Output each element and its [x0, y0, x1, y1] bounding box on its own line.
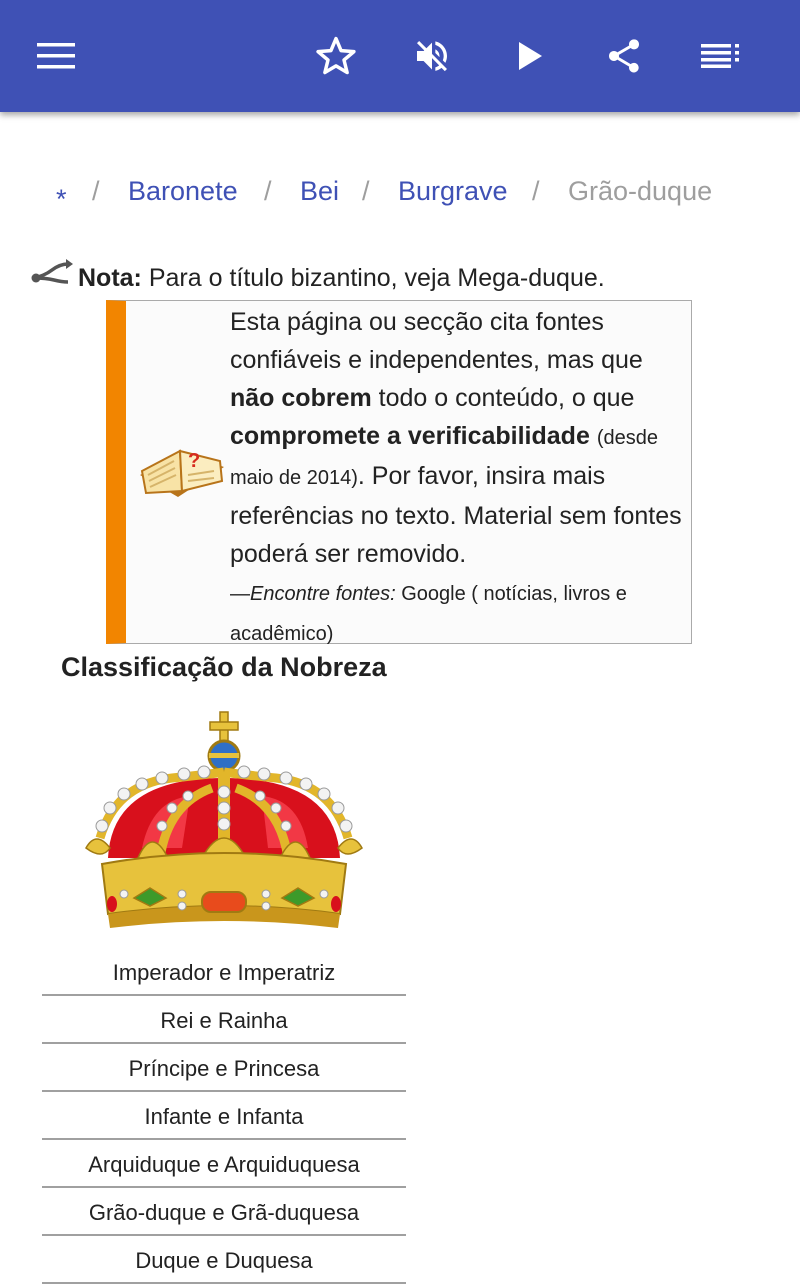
- star-outline-icon: [315, 36, 357, 76]
- breadcrumb-item-star[interactable]: *: [56, 184, 67, 214]
- breadcrumb-current: Grão-duque: [568, 176, 713, 206]
- rank-item-imperador[interactable]: Imperador e Imperatriz: [42, 948, 406, 996]
- rank-item-duque[interactable]: Duque e Duquesa: [42, 1236, 406, 1284]
- note-text[interactable]: Para o título bizantino, veja Mega-duque.: [148, 264, 605, 292]
- rank-item-arquiduque[interactable]: Arquiduque e Arquiduquesa: [42, 1140, 406, 1188]
- warning-date: (desde maio de 2014): [230, 427, 658, 489]
- share-button[interactable]: [596, 28, 652, 84]
- breadcrumb-separator: /: [264, 176, 272, 206]
- find-sources-links[interactable]: Google ( notícias, livros e acadêmico): [230, 583, 627, 645]
- breadcrumb-item-baronete[interactable]: Baronete: [128, 176, 238, 206]
- app-bar: [0, 0, 800, 112]
- breadcrumb-item-burgrave[interactable]: Burgrave: [398, 176, 508, 206]
- disambiguation-note: [30, 258, 770, 298]
- menu-icon: [37, 43, 75, 69]
- verifiability-link[interactable]: compromete a verificabilidade: [230, 422, 590, 450]
- sources-warning-text: [230, 303, 690, 653]
- breadcrumb-separator: /: [92, 176, 100, 206]
- play-button[interactable]: [502, 28, 558, 84]
- royal-crown-image: [72, 708, 376, 940]
- sound-toggle-button[interactable]: [404, 28, 460, 84]
- contents-button[interactable]: [692, 28, 748, 84]
- breadcrumb: [0, 176, 800, 222]
- bookmark-button[interactable]: [308, 28, 364, 84]
- disambiguation-arrows-icon: [30, 258, 74, 288]
- warning-text-part: todo o conteúdo, o que: [378, 384, 635, 412]
- playlist-icon: [701, 44, 739, 68]
- play-icon: [517, 41, 543, 71]
- rank-item-infante[interactable]: Infante e Infanta: [42, 1092, 406, 1140]
- warning-text-part: Esta página ou secção cita fontes confiáveis e independentes, mas que: [230, 308, 643, 374]
- breadcrumb-separator: /: [362, 176, 370, 206]
- volume-off-icon: [412, 36, 452, 76]
- find-sources-label: Encontre fontes:: [250, 583, 396, 605]
- rank-item-principe[interactable]: Príncipe e Princesa: [42, 1044, 406, 1092]
- breadcrumb-item-bei[interactable]: Bei: [300, 176, 340, 206]
- warning-bold-part: não cobrem: [230, 384, 372, 412]
- rank-item-grao-duque[interactable]: Grão-duque e Grã-duquesa: [42, 1188, 406, 1236]
- warning-text-part: . Por favor, insira mais referências no texto. Material sem fontes poderá ser removido.: [230, 462, 682, 568]
- nobility-classification-heading: Classificação da Nobreza: [61, 652, 387, 682]
- nobility-ranks-list: [42, 948, 406, 1284]
- find-sources-dash: —: [230, 583, 250, 605]
- svg-text:?: ?: [188, 450, 201, 472]
- menu-button[interactable]: [28, 28, 84, 84]
- share-icon: [604, 35, 644, 77]
- rank-item-rei[interactable]: Rei e Rainha: [42, 996, 406, 1044]
- sources-warning-box: [106, 300, 692, 644]
- breadcrumb-separator: /: [532, 176, 540, 206]
- note-label: Nota:: [78, 264, 142, 292]
- open-book-question-icon: [136, 431, 228, 509]
